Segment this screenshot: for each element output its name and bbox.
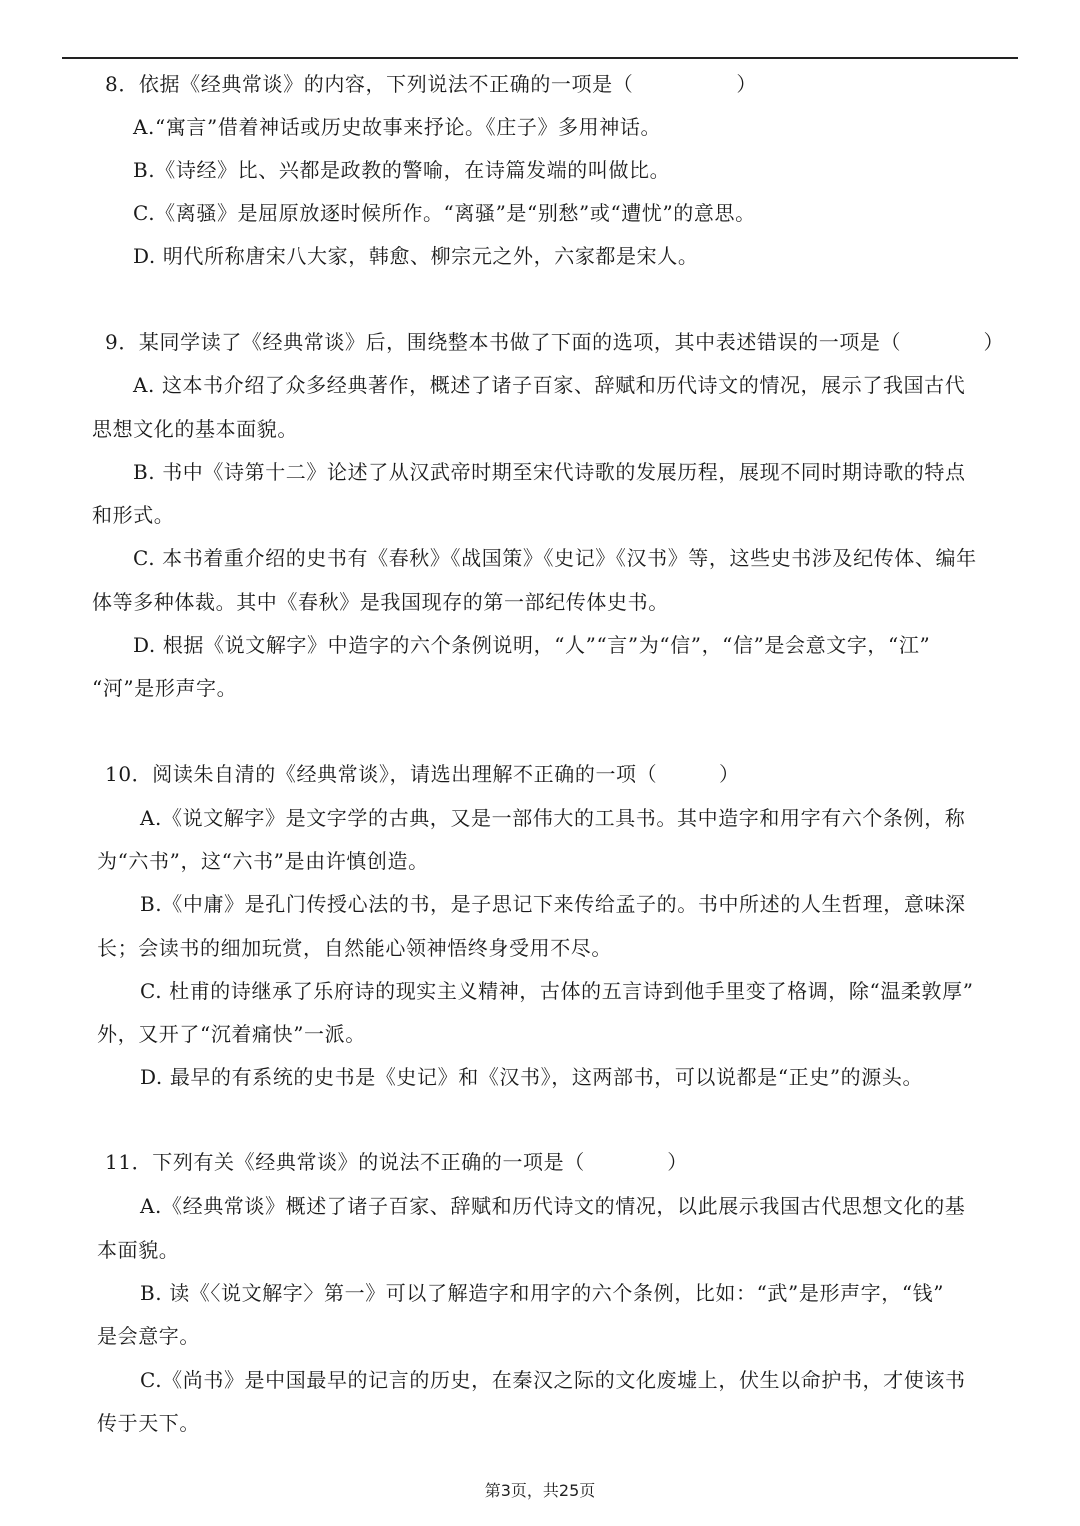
question-11-stem: 11．下列有关《经典常谈》的说法不正确的一项是（ ）	[105, 1150, 688, 1174]
question-11-option-c: C.《尚书》是中国最早的记言的历史，在秦汉之际的文化废墟上，伏生以命护书，才使该书	[140, 1368, 966, 1392]
question-9-option-a-cont: 思想文化的基本面貌。	[92, 417, 298, 441]
question-10-option-b-cont: 长；会读书的细加玩赏，自然能心领神悟终身受用不尽。	[97, 936, 612, 960]
question-8-option-b: B.《诗经》比、兴都是政教的警喻，在诗篇发端的叫做比。	[133, 158, 671, 182]
question-9-stem: 9．某同学读了《经典常谈》后，围绕整本书做了下面的选项，其中表述错误的一项是（ ）	[105, 330, 1005, 354]
question-11-option-c-cont: 传于天下。	[97, 1411, 200, 1435]
question-11-option-b-cont: 是会意字。	[97, 1324, 200, 1348]
question-10-stem: 10．阅读朱自清的《经典常谈》，请选出理解不正确的一项（ ）	[105, 762, 740, 786]
question-9-option-d-cont: “河”是形声字。	[92, 676, 238, 700]
question-11-option-a-cont: 本面貌。	[97, 1238, 180, 1262]
question-11-option-b: B. 读《〈说文解字〉第一》可以了解造字和用字的六个条例，比如：“武”是形声字，“钱”	[140, 1281, 945, 1305]
question-9-option-c-cont: 体等多种体裁。其中《春秋》是我国现存的第一部纪传体史书。	[92, 590, 669, 614]
question-9-option-a: A. 这本书介绍了众多经典著作，概述了诸子百家、辞赋和历代诗文的情况，展示了我国古代	[133, 373, 966, 397]
page-number-footer: 第3页，共25页	[484, 1481, 596, 1500]
question-10-option-a: A.《说文解字》是文字学的古典，又是一部伟大的工具书。其中造字和用字有六个条例，称	[140, 806, 966, 830]
question-8-option-d: D. 明代所称唐宋八大家，韩愈、柳宗元之外，六家都是宋人。	[133, 244, 699, 268]
question-9-option-c: C. 本书着重介绍的史书有《春秋》《战国策》《史记》《汉书》等，这些史书涉及纪传体、编年	[133, 546, 977, 570]
question-11-option-a: A.《经典常谈》概述了诸子百家、辞赋和历代诗文的情况，以此展示我国古代思想文化的基	[140, 1194, 966, 1218]
question-10-option-b: B.《中庸》是孔门传授心法的书，是子思记下来传给孟子的。书中所述的人生哲理，意味深	[140, 892, 966, 916]
question-9-option-d: D. 根据《说文解字》中造字的六个条例说明，“人”“言”为“信”，“信”是会意文字，“江”	[133, 633, 931, 657]
question-10-option-a-cont: 为“六书”，这“六书”是由许慎创造。	[97, 849, 429, 873]
question-10-option-c: C. 杜甫的诗继承了乐府诗的现实主义精神，古体的五言诗到他手里变了格调，除“温柔敦厚”	[140, 979, 974, 1003]
question-8-option-a: A.“寓言”借着神话或历史故事来抒论。《庄子》多用神话。	[133, 115, 662, 139]
question-8-stem: 8．依据《经典常谈》的内容，下列说法不正确的一项是（ ）	[105, 72, 757, 96]
question-9-option-b: B. 书中《诗第十二》论述了从汉武帝时期至宋代诗歌的发展历程，展现不同时期诗歌的特点	[133, 460, 966, 484]
question-10-option-c-cont: 外，又开了“沉着痛快”一派。	[97, 1022, 366, 1046]
question-9-option-b-cont: 和形式。	[92, 503, 175, 527]
header-rule	[62, 57, 1018, 59]
question-8-option-c: C.《离骚》是屈原放逐时候所作。“离骚”是“别愁”或“遭忧”的意思。	[133, 201, 756, 225]
question-10-option-d: D. 最早的有系统的史书是《史记》和《汉书》，这两部书，可以说都是“正史”的源头。	[140, 1065, 924, 1089]
